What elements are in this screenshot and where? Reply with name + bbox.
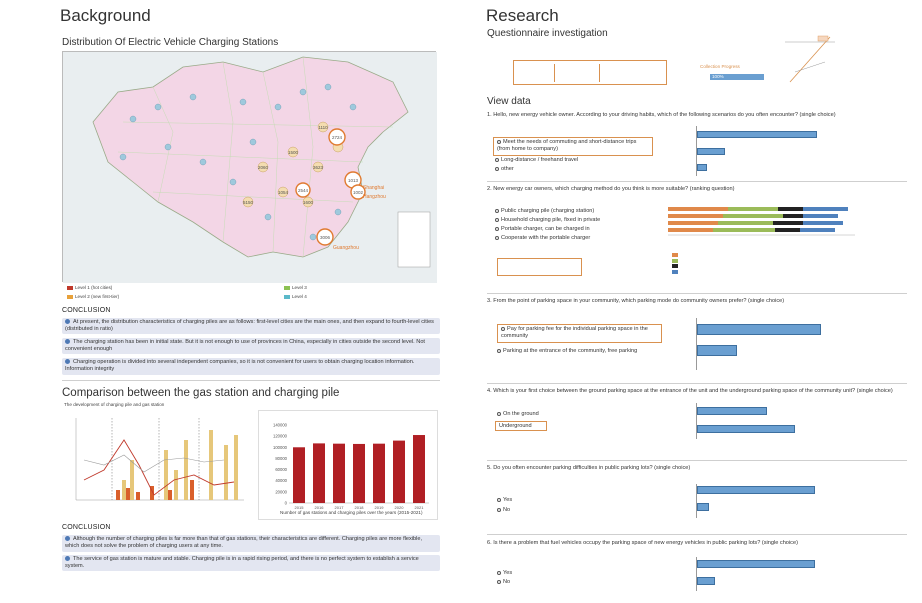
radio-icon (495, 209, 499, 213)
research-title: Research (486, 6, 559, 25)
conclusion-item: At present, the distribution characteristics of charging piles are as follows: first-level cities are the main ones, and then expand to fourth-level cities (distributed in ratio) (62, 318, 440, 334)
y-tick-label: 80000 (275, 455, 287, 461)
map-count: 3006 (319, 235, 331, 240)
conclusion-item: The charging station has been in initial state. But it is not enough to use of provinces in China, especially in cities outside the second level. Not convenient enough (62, 338, 440, 354)
divider (487, 383, 907, 384)
question-2: 2. New energy car owners, which charging method do you think is more suitable? (ranking question) (487, 186, 735, 192)
q1-option[interactable]: Long-distance / freehand travel (495, 157, 578, 164)
x-tick-label: 2019 (374, 505, 384, 510)
bar-chart (258, 410, 438, 520)
map-title: Distribution Of Electric Vehicle Charging Stations (62, 37, 279, 48)
q3-option-box[interactable]: Pay for parking fee for the individual parking space in the community (497, 324, 662, 343)
x-tick-label: 2021 (414, 505, 424, 510)
bar (373, 444, 385, 503)
q1-option[interactable]: other (495, 166, 514, 173)
map-count: 1013 (347, 178, 359, 183)
conclusion-item: Charging operation is divided into several independent companies, so it is not convenient for users to obtain charging location information. Information integrity (62, 358, 440, 375)
radio-icon (495, 236, 499, 240)
map-count: 1500 (287, 150, 299, 155)
radio-icon (497, 140, 501, 144)
map-place-label: Guangzhou (333, 245, 359, 251)
q6-option[interactable]: Yes (497, 570, 512, 577)
map-count: 2060 (257, 165, 269, 170)
map-legend (62, 284, 436, 304)
map-place-label: Shanghai (363, 185, 385, 191)
x-tick-label: 2017 (334, 505, 344, 510)
q3-option[interactable]: Parking at the entrance of the community, free parking (497, 348, 677, 355)
radio-icon (495, 158, 499, 162)
x-tick-label: 2016 (314, 505, 324, 510)
radio-icon (497, 580, 501, 584)
legend-item: Level 2 (new first-tier) (75, 294, 120, 299)
q1-bar (697, 164, 707, 171)
map-count: 3623 (312, 165, 324, 170)
q5-option[interactable]: Yes (497, 497, 512, 504)
conclusion-label-2: CONCLUSION (62, 524, 111, 531)
q4-option[interactable]: On the ground (497, 411, 539, 418)
q5-option[interactable]: No (497, 507, 510, 514)
q3-bar (697, 324, 821, 335)
divider (487, 534, 907, 535)
map-count: 5150 (242, 200, 254, 205)
conclusion-label: CONCLUSION (62, 307, 111, 314)
radio-icon (497, 508, 501, 512)
q5-bar (697, 503, 709, 511)
q1-bar (697, 131, 817, 138)
q2-option[interactable]: Cooperate with the portable charger (495, 235, 590, 242)
q4-bar (697, 425, 795, 433)
map-count: 1600 (302, 200, 314, 205)
background-title: Background (60, 6, 151, 25)
y-tick-label: 140000 (273, 422, 287, 428)
map-count: 1054 (277, 190, 289, 195)
trend-diagram (780, 32, 840, 87)
progress-bar (710, 74, 764, 80)
q5-bar (697, 486, 815, 494)
map-count: 2544 (297, 188, 309, 193)
y-tick-label: 0 (284, 500, 287, 506)
divider (487, 293, 907, 294)
question-1: 1. Hello, new energy vehicle owner. According to your driving habits, which of the following scenarios do you often encounter? (single choice) (487, 112, 836, 118)
radio-icon (497, 571, 501, 575)
divider (487, 181, 907, 182)
china-map (62, 51, 436, 282)
progress-label: Collection Progress (700, 64, 740, 69)
q3-bar (697, 345, 737, 356)
bar (353, 444, 365, 503)
y-tick-label: 100000 (273, 444, 287, 450)
q6-bar (697, 560, 815, 568)
questionnaire-title: Questionnaire investigation (487, 28, 608, 39)
bar (393, 441, 405, 503)
q1-option-box[interactable]: Meet the needs of commuting and short-distance trips (from home to company) (493, 137, 653, 156)
bar (313, 443, 325, 503)
q4-bar (697, 407, 767, 415)
stacked-bar-chart (660, 205, 860, 240)
x-tick-label: 2018 (354, 505, 364, 510)
y-tick-label: 120000 (273, 433, 287, 439)
summary-box (513, 60, 667, 85)
bullet-icon (65, 359, 70, 364)
conclusion-item: The service of gas station is mature and stable. Charging pile is in a rapid rising period, and there is no perfect system to establish a service system. (62, 555, 440, 571)
bar-chart-svg (259, 411, 439, 521)
bar (413, 435, 425, 503)
question-4: 4. Which is your first choice between the ground parking space at the entrance of the unit and the underground parking space of the community unit? (single choice) (487, 388, 893, 394)
q2-note-box (497, 258, 582, 276)
legend-item: Level 3 (292, 285, 307, 290)
legend-item: Level 4 (292, 294, 307, 299)
radio-icon (495, 167, 499, 171)
q4-option-box[interactable]: Underground (495, 421, 547, 431)
chart2-caption: Number of gas stations and charging piles over the years (2015-2021) (280, 510, 423, 515)
bar (293, 447, 305, 503)
q2-option[interactable]: Household charging pile, fixed in private (495, 217, 600, 224)
map-count: 2724 (331, 135, 343, 140)
divider (487, 460, 907, 461)
q2-option[interactable]: Portable charger, can be charged in (495, 226, 590, 233)
map-count: 1002 (352, 190, 364, 195)
radio-icon (497, 498, 501, 502)
question-6: 6. Is there a problem that fuel vehicles occupy the parking space of new energy vehicles in public parking lots? (single choice) (487, 540, 798, 546)
y-tick-label: 20000 (275, 489, 287, 495)
map-count: 1110 (318, 125, 328, 130)
bar (333, 444, 345, 503)
y-tick-label: 60000 (275, 467, 287, 473)
comparison-title: Comparison between the gas station and charging pile (62, 387, 340, 399)
conclusion-item: Although the number of charging piles is far more than that of gas stations, their characteristics are different. Charging piles are more flexible, which does not solve the problem of charging users at any time. (62, 535, 440, 552)
bullet-icon (65, 556, 70, 561)
map-svg (63, 52, 437, 283)
radio-icon (501, 327, 505, 331)
radio-icon (497, 349, 501, 353)
x-tick-label: 2020 (394, 505, 404, 510)
legend-item: Level 1 (hot cities) (75, 285, 113, 290)
view-data-title: View data (487, 96, 531, 107)
radio-icon (495, 218, 499, 222)
bullet-icon (65, 339, 70, 344)
divider (62, 380, 440, 381)
bullet-icon (65, 536, 70, 541)
q1-bar (697, 148, 725, 155)
radio-icon (495, 227, 499, 231)
map-place-label: Hangzhou (363, 194, 386, 200)
q2-legend (672, 252, 847, 278)
x-tick-label: 2015 (294, 505, 304, 510)
combo-chart-svg (64, 410, 250, 512)
q6-option[interactable]: No (497, 579, 510, 586)
y-tick-label: 40000 (275, 478, 287, 484)
chart1-caption: The development of charging pile and gas station (64, 402, 165, 407)
question-3: 3. From the point of parking space in your community, which parking mode do community owners prefer? (single choice) (487, 298, 785, 304)
question-5: 5. Do you often encounter parking difficulties in public parking lots? (single choice) (487, 465, 691, 471)
q2-option[interactable]: Public charging pile (charging station) (495, 208, 594, 215)
q6-bar (697, 577, 715, 585)
combo-chart (64, 410, 250, 512)
progress-value: 100% (712, 74, 724, 79)
radio-icon (497, 412, 501, 416)
bullet-icon (65, 319, 70, 324)
